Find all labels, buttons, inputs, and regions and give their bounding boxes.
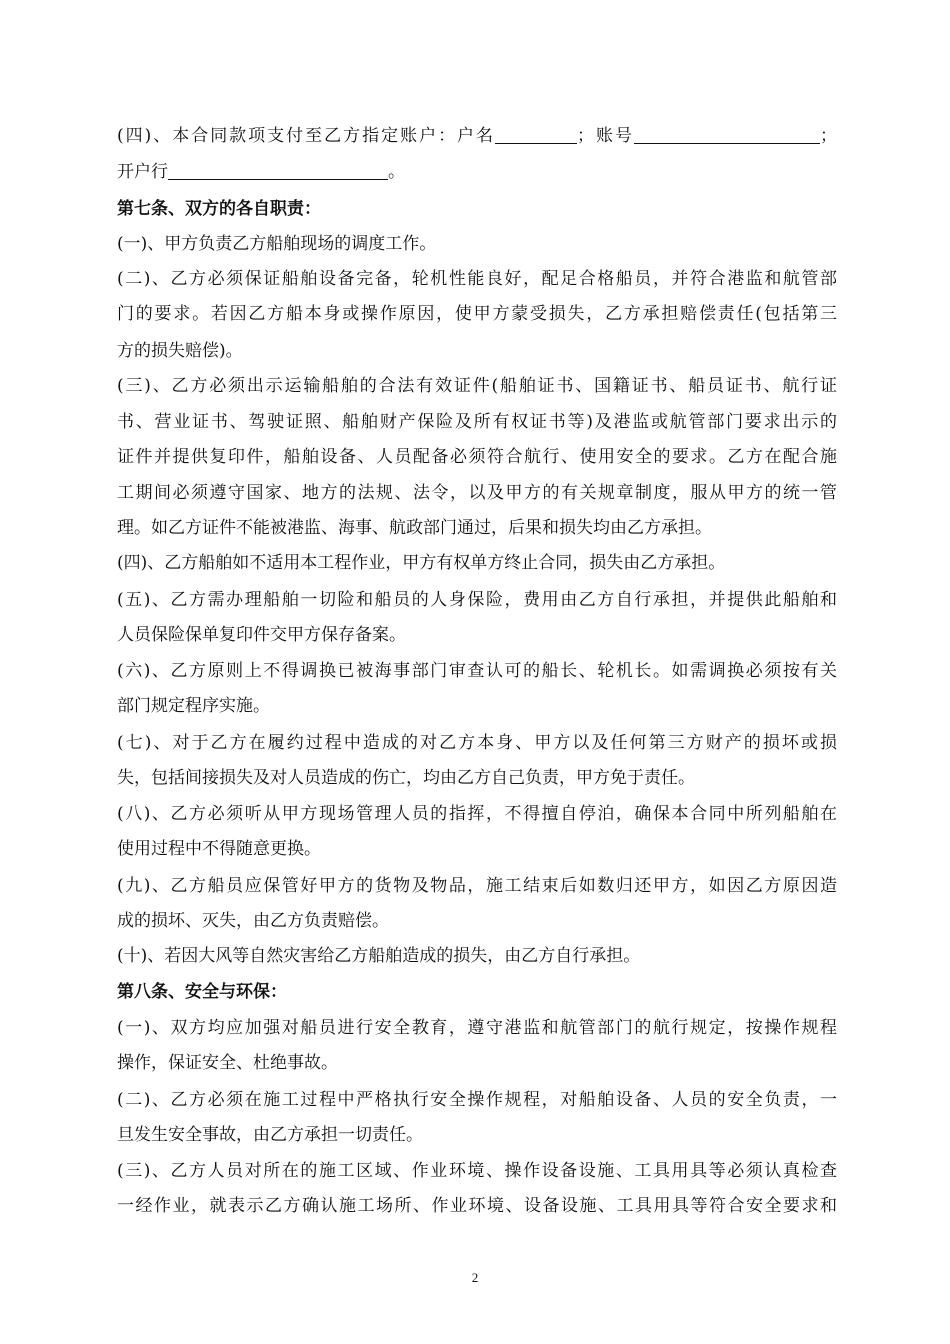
section-7-line: 使用过程中不得随意更换。	[117, 839, 321, 859]
section-8-line: (三)、乙方人员对所在的施工区域、作业环境、操作设备设施、工具用具等必须认真检查	[117, 1161, 837, 1181]
section-7-line: 工期间必须遵守国家、地方的法规、法令，以及甲方的有关规章制度，服从甲方的统一管	[117, 483, 837, 503]
section-7-line: 证件并提供复印件，船舶设备、人员配备必须符合航行、使用安全的要求。乙方在配合施	[117, 447, 837, 467]
section-7-line: 部门规定程序实施。	[117, 696, 270, 716]
bank-blank	[168, 163, 388, 180]
section-8-line: (一)、双方均应加强对船员进行安全教育，遵守港监和航管部门的航行规定，按操作规程	[117, 1018, 837, 1038]
account-name-blank	[495, 127, 577, 144]
section-8-heading: 第八条、安全与环保：	[117, 982, 287, 1002]
section-7-line: (八)、乙方必须听从甲方现场管理人员的指挥，不得擅自停泊，确保本合同中所列船舶在	[117, 804, 837, 824]
account-number-label: ；账号	[577, 126, 634, 146]
section-7-line: 方的损失赔偿)。	[117, 341, 243, 361]
account-number-blank	[634, 127, 820, 144]
payment-account-line	[117, 124, 837, 148]
bank-label: 开户行	[117, 162, 168, 182]
section-7-line: (七)、对于乙方在履约过程中造成的对乙方本身、甲方以及任何第三方财产的损坏或损	[117, 733, 837, 753]
section-7-line: (一)、甲方负责乙方船舶现场的调度工作。	[117, 234, 437, 254]
account-line-end: ；	[820, 126, 837, 146]
section-7-line: 书、营业证书、驾驶证照、船舶财产保险及所有权证书等)及港监或航管部门要求出示的	[117, 412, 837, 432]
section-7-line: (三)、乙方必须出示运输船舶的合法有效证件(船舶证书、国籍证书、船员证书、航行证	[117, 376, 837, 396]
section-7-line: (十)、若因大风等自然灾害给乙方船舶造成的损失，由乙方自行承担。	[117, 946, 641, 966]
section-7-line: (六)、乙方原则上不得调换已被海事部门审查认可的船长、轮机长。如需调换必须按有关	[117, 661, 837, 681]
page-number: 2	[471, 1270, 479, 1285]
section-8-line: 操作，保证安全、杜绝事故。	[117, 1053, 338, 1073]
section-7-line: 失，包括间接损失及对人员造成的伤亡，均由乙方自己负责，甲方免于责任。	[117, 768, 695, 788]
bank-line	[117, 160, 837, 184]
payment-account-prefix: (四)、本合同款项支付至乙方指定账户：户名	[117, 126, 496, 146]
section-8-line: (二)、乙方必须在施工过程中严格执行安全操作规程，对船舶设备、人员的安全负责，一	[117, 1090, 837, 1110]
section-7-line: (四)、乙方船舶如不适用本工程作业，甲方有权单方终止合同，损失由乙方承担。	[117, 553, 726, 573]
section-7-line: (二)、乙方必须保证船舶设备完备，轮机性能良好，配足合格船员，并符合港监和航管部	[117, 269, 837, 289]
section-7-line: (五)、乙方需办理船舶一切险和船员的人身保险，费用由乙方自行承担，并提供此船舶和	[117, 590, 837, 610]
section-7-line: 人员保险保单复印件交甲方保存备案。	[117, 625, 406, 645]
section-7-line: 理。如乙方证件不能被港监、海事、航政部门通过，后果和损失均由乙方承担。	[117, 518, 712, 538]
section-7-line: 成的损坏、灭失，由乙方负责赔偿。	[117, 911, 389, 931]
bank-line-end: 。	[388, 162, 405, 182]
section-7-line: (九)、乙方船员应保管好甲方的货物及物品，施工结束后如数归还甲方，如因乙方原因造	[117, 876, 837, 896]
section-8-line: 一经作业，就表示乙方确认施工场所、作业环境、设备设施、工具用具等符合安全要求和	[117, 1196, 837, 1216]
section-8-line: 旦发生安全事故，由乙方承担一切责任。	[117, 1125, 423, 1145]
section-7-line: 门的要求。若因乙方船本身或操作原因，使甲方蒙受损失，乙方承担赔偿责任(包括第三	[117, 304, 837, 324]
section-7-heading: 第七条、双方的各自职责：	[117, 199, 321, 219]
